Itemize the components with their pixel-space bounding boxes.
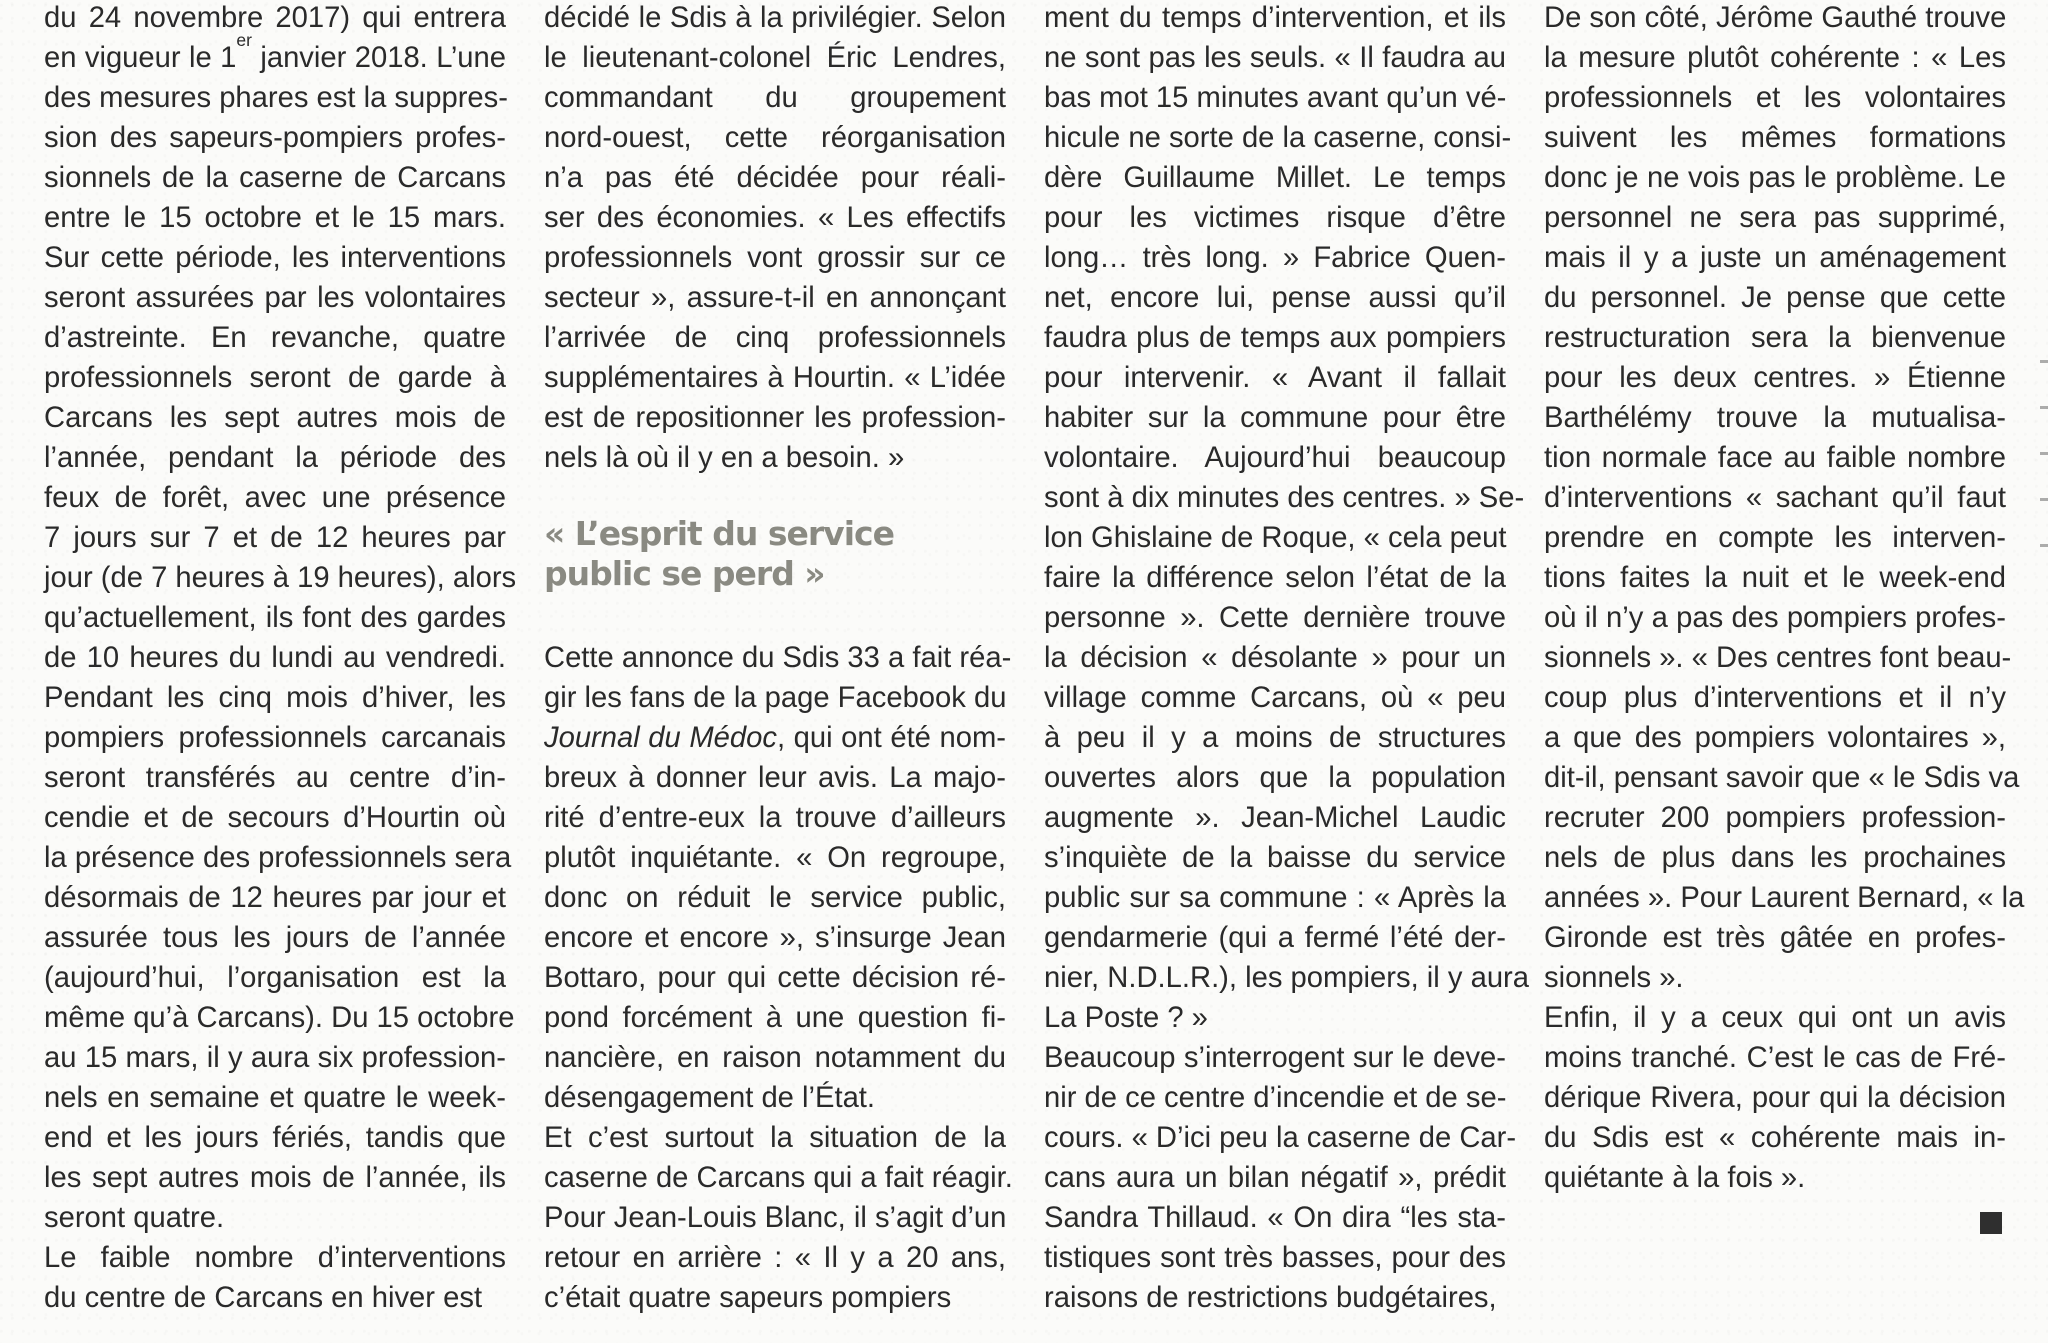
text-line: en vigueur le 1er janvier 2018. L’une [44, 29, 506, 74]
end-of-article-square [1980, 1212, 2002, 1234]
text-line: faudra plus de temps aux pompiers [1044, 322, 1506, 354]
text-line: tion normale face au faible nombre [1544, 442, 2006, 474]
text-line: nir de ce centre d’incendie et de se- [1044, 1082, 1507, 1114]
text-line: Pendant les cinq mois d’hiver, les [44, 682, 506, 714]
text-line: désormais de 12 heures par jour et [44, 882, 506, 914]
text-line: seront transférés au centre d’in- [44, 762, 506, 794]
article-column-4 [1544, 0, 2025, 1198]
text-line: a que des pompiers volontaires », [1544, 722, 2006, 754]
text-line: supplémentaires à Hourtin. « L’idée [544, 362, 1006, 394]
text-line: gendarmerie (qui a fermé l’été der- [1044, 922, 1506, 954]
text-line: Sandra Thillaud. « On dira “les sta- [1044, 1202, 1506, 1234]
text-line: Pour Jean-Louis Blanc, il s’agit d’un [544, 1202, 1007, 1234]
text-line: restructuration sera la bienvenue [1544, 322, 2006, 354]
text-line: Le faible nombre d’interventions [44, 1242, 506, 1274]
text-line: tistiques sont très basses, pour des [1044, 1242, 1506, 1274]
text-line: caserne de Carcans qui a fait réagir. [544, 1162, 1013, 1194]
article-column-2-top [544, 0, 1006, 478]
section-heading [544, 514, 1006, 594]
text-line: tions faites la nuit et le week-end [1544, 562, 2006, 594]
article-column-1 [44, 0, 517, 1318]
text-line: cans aura un bilan négatif », prédit [1044, 1162, 1506, 1194]
text-line: qu’actuellement, ils font des gardes [44, 602, 506, 634]
text-line: n’a pas été décidée pour réali- [544, 162, 1006, 194]
text-line: d’interventions « sachant qu’il faut [1544, 482, 2006, 514]
article-column-3 [1044, 0, 1529, 1318]
text-line: moins tranché. C’est le cas de Fré- [1544, 1042, 2006, 1074]
text-line: du personnel. Je pense que cette [1544, 282, 2006, 314]
text-line: nels là où il y en a besoin. » [544, 442, 905, 474]
text-line: années ». Pour Laurent Bernard, « la [1544, 882, 2025, 914]
text-line: à peu il y a moins de structures [1044, 722, 1506, 754]
text-line: retour en arrière : « Il y a 20 ans, [544, 1242, 1006, 1274]
text-line: du Sdis est « cohérente mais in- [1544, 1122, 2006, 1154]
section-heading-line-1: « L’esprit du service [544, 514, 894, 553]
text-line: habiter sur la commune pour être [1044, 402, 1506, 434]
text-line: assurée tous les jours de l’année [44, 922, 506, 954]
text-line: (aujourd’hui, l’organisation est la [44, 962, 506, 994]
text-line: personne ». Cette dernière trouve [1044, 602, 1506, 634]
text-line: s’inquiète de la baisse du service [1044, 842, 1506, 874]
text-line: l’année, pendant la période des [44, 442, 506, 474]
text-line: rité d’entre-eux la trouve d’ailleurs [544, 802, 1006, 834]
text-line: dit-il, pensant savoir que « le Sdis va [1544, 762, 2020, 794]
text-line: nord-ouest, cette réorganisation [544, 122, 1006, 154]
text-line: suivent les mêmes formations [1544, 122, 2006, 154]
text-line: la décision « désolante » pour un [1044, 642, 1506, 674]
text-line: d’astreinte. En revanche, quatre [44, 322, 506, 354]
text-line: professionnels et les volontaires [1544, 82, 2006, 114]
text-line: dérique Rivera, pour qui la décision [1544, 1082, 2006, 1114]
text-line: secteur », assure-t-il en annonçant [544, 282, 1006, 314]
text-line: coup plus d’interventions et il n’y [1544, 682, 2006, 714]
text-line: volontaire. Aujourd’hui beaucoup [1044, 442, 1506, 474]
text-line: 7 jours sur 7 et de 12 heures par [44, 522, 506, 554]
text-line: l’arrivée de cinq professionnels [544, 322, 1006, 354]
text-line: cours. « D’ici peu la caserne de Car- [1044, 1122, 1517, 1154]
text-line: Bottaro, pour qui cette décision ré- [544, 962, 1006, 994]
text-line: sion des sapeurs-pompiers profes- [44, 122, 506, 154]
page-edge-marks [2040, 360, 2048, 580]
text-line: sont à dix minutes des centres. » Se- [1044, 482, 1525, 514]
text-line: recruter 200 pompiers profession- [1544, 802, 2006, 834]
text-line: entre le 15 octobre et le 15 mars. [44, 202, 506, 234]
text-line: Journal du Médoc, qui ont été nom- [544, 722, 1006, 754]
text-line: nels de plus dans les prochaines [1544, 842, 2006, 874]
text-line: encore et encore », s’insurge Jean [544, 922, 1006, 954]
text-line: décidé le Sdis à la privilégier. Selon [544, 2, 1006, 34]
text-line: personnel ne sera pas supprimé, [1544, 202, 2006, 234]
text-line: désengagement de l’État. [544, 1082, 876, 1114]
text-line: pour les victimes risque d’être [1044, 202, 1506, 234]
text-line: Et c’est surtout la situation de la [544, 1122, 1006, 1154]
text-line: public sur sa commune : « Après la [1044, 882, 1506, 914]
text-line: breux à donner leur avis. La majo- [544, 762, 1006, 794]
text-line: au 15 mars, il y aura six profession- [44, 1042, 506, 1074]
text-line: Sur cette période, les interventions [44, 242, 506, 274]
text-line: Enfin, il y a ceux qui ont un avis [1544, 1002, 2006, 1034]
text-line: feux de forêt, avec une présence [44, 482, 506, 514]
text-line: les sept autres mois de l’année, ils [44, 1162, 506, 1194]
text-line: Beaucoup s’interrogent sur le deve- [1044, 1042, 1506, 1074]
text-line: la présence des professionnels sera [44, 842, 512, 874]
text-line: pond forcément à une question fi- [544, 1002, 1006, 1034]
text-line: faire la différence selon l’état de la [1044, 562, 1506, 594]
text-line: Cette annonce du Sdis 33 a fait réa- [544, 642, 1012, 674]
text-line: seront assurées par les volontaires [44, 282, 506, 314]
text-line: jour (de 7 heures à 19 heures), alors [44, 562, 517, 594]
text-line: net, encore lui, pense aussi qu’il [1044, 282, 1506, 314]
section-heading-line-2: public se perd » [544, 554, 825, 593]
text-line: La Poste ? » [1044, 1002, 1208, 1034]
text-line: Barthélémy trouve la mutualisa- [1544, 402, 2006, 434]
text-line: plutôt inquiétante. « On regroupe, [544, 842, 1006, 874]
text-line: cendie et de secours d’Hourtin où [44, 802, 506, 834]
text-line: pour les deux centres. » Étienne [1544, 362, 2006, 394]
text-line: sionnels de la caserne de Carcans [44, 162, 506, 194]
text-line: Carcans les sept autres mois de [44, 402, 506, 434]
text-line: sionnels ». « Des centres font beau- [1544, 642, 2012, 674]
text-line: village comme Carcans, où « peu [1044, 682, 1506, 714]
text-line: seront quatre. [44, 1202, 225, 1234]
text-line: où il n’y a pas des pompiers profes- [1544, 602, 2006, 634]
text-line: nancière, en raison notamment du [544, 1042, 1006, 1074]
text-line: même qu’à Carcans). Du 15 octobre [44, 1002, 515, 1034]
text-line: end et les jours fériés, tandis que [44, 1122, 506, 1154]
text-line: augmente ». Jean-Michel Laudic [1044, 802, 1506, 834]
text-line: ser des économies. « Les effectifs [544, 202, 1006, 234]
text-line: est de repositionner les profession- [544, 402, 1006, 434]
text-line: sionnels ». [1544, 962, 1684, 994]
text-line: ne sont pas les seuls. « Il faudra au [1044, 42, 1506, 74]
text-line: ment du temps d’intervention, et ils [1044, 2, 1506, 34]
text-line: bas mot 15 minutes avant qu’un vé- [1044, 82, 1507, 114]
text-line: gir les fans de la page Facebook du [544, 682, 1007, 714]
text-line: pour intervenir. « Avant il fallait [1044, 362, 1506, 394]
text-line: prendre en compte les interven- [1544, 522, 2006, 554]
text-line: professionnels seront de garde à [44, 362, 506, 394]
text-line: la mesure plutôt cohérente : « Les [1544, 42, 2006, 74]
text-line: mais il y a juste un aménagement [1544, 242, 2006, 274]
text-line: du 24 novembre 2017) qui entrera [44, 2, 506, 34]
text-line: quiétante à la fois ». [1544, 1162, 1806, 1194]
text-line: hicule ne sorte de la caserne, consi- [1044, 122, 1512, 154]
text-line: commandant du groupement [544, 82, 1006, 114]
text-line: Gironde est très gâtée en profes- [1544, 922, 2006, 954]
text-line: long… très long. » Fabrice Quen- [1044, 242, 1506, 274]
text-line: le lieutenant-colonel Éric Lendres, [544, 42, 1006, 74]
text-line: professionnels vont grossir sur ce [544, 242, 1006, 274]
text-line: nier, N.D.L.R.), les pompiers, il y aura [1044, 962, 1529, 994]
text-line: donc je ne vois pas le problème. Le [1544, 162, 2006, 194]
text-line: raisons de restrictions budgétaires, [1044, 1282, 1497, 1314]
text-line: nels en semaine et quatre le week- [44, 1082, 506, 1114]
text-line: De son côté, Jérôme Gauthé trouve [1544, 2, 2007, 34]
text-line: ouvertes alors que la population [1044, 762, 1506, 794]
text-line: pompiers professionnels carcanais [44, 722, 506, 754]
text-line: du centre de Carcans en hiver est [44, 1282, 483, 1314]
text-line: des mesures phares est la suppres- [44, 82, 508, 114]
text-line: de 10 heures du lundi au vendredi. [44, 642, 506, 674]
article-column-2-bottom [544, 638, 1013, 1318]
text-line: donc on réduit le service public, [544, 882, 1006, 914]
text-line: lon Ghislaine de Roque, « cela peut [1044, 522, 1507, 554]
text-line: c’était quatre sapeurs pompiers [544, 1282, 952, 1314]
text-line: dère Guillaume Millet. Le temps [1044, 162, 1506, 194]
